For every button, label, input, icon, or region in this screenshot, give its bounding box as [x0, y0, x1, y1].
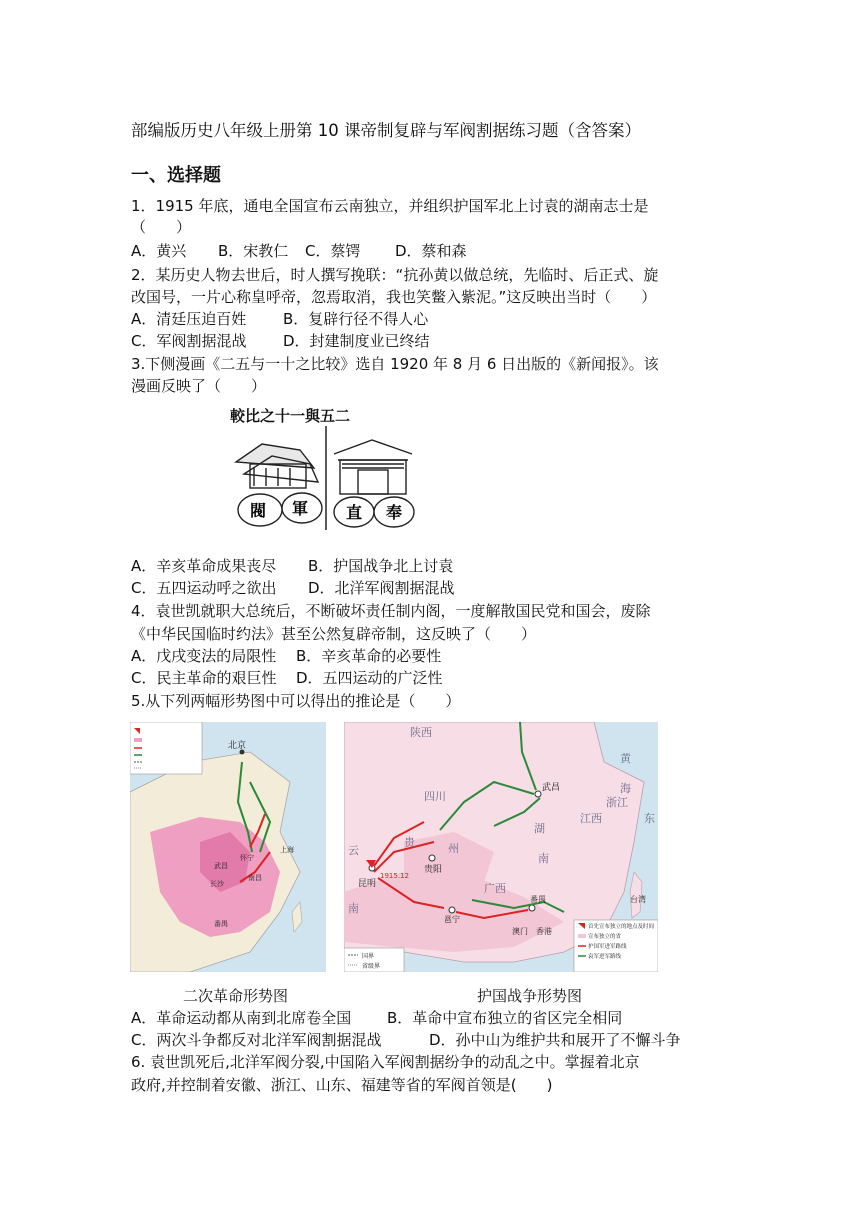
- q3-option-c: C．五四运动呼之欲出: [131, 579, 277, 597]
- map-right-label-taiwan: 台湾: [630, 895, 646, 904]
- map-right-caption: 护国战争形势图: [477, 987, 583, 1005]
- document-title: 部编版历史八年级上册第 10 课帝制复辟与军阀割据练习题（含答案）: [131, 121, 641, 140]
- map-right-label-hu: 湖: [534, 822, 545, 835]
- map-second-revolution: [130, 722, 326, 972]
- q1-stem-line1: 1．1915 年底，通电全国宣布云南独立，并组织护国军北上讨袁的湖南志士是: [131, 197, 649, 215]
- section-heading: 一、选择题: [131, 165, 221, 186]
- q2-option-c: C．军阀割据混战: [131, 332, 247, 350]
- q4-stem-line1: 4．袁世凯就职大总统后，不断破坏责任制内阁，一度解散国民党和国会，废除: [131, 602, 651, 620]
- map-right-label-yongning: 邕宁: [444, 915, 460, 924]
- q2-option-a: A．清廷压迫百姓: [131, 310, 247, 328]
- cartoon-image: [222, 402, 417, 532]
- map-right-label-date: 1915.12: [380, 872, 409, 880]
- map-right-label-dong: 东: [644, 812, 655, 825]
- map-right-label-macau: 澳门: [512, 927, 528, 936]
- map-right-legend-4: 袁军进军路线: [588, 954, 622, 960]
- map-right-label-huang: 黄: [620, 752, 631, 765]
- map-right-label-jiangxi: 江西: [580, 812, 602, 825]
- map-left-label-shanghai: 上海: [280, 846, 294, 854]
- map-right-legend-5: 国界: [362, 953, 375, 960]
- q2-option-d: D．封建制度业已终结: [283, 332, 430, 350]
- q5-option-b: B．革命中宣布独立的省区完全相同: [387, 1009, 623, 1027]
- map-right-label-guiyang: 贵阳: [424, 865, 443, 875]
- q5-option-c: C．两次斗争都反对北洋军阀割据混战: [131, 1031, 382, 1049]
- map-right-label-wuchang: 武昌: [542, 783, 561, 793]
- map-right-label-zhejiang: 浙江: [606, 796, 628, 809]
- cartoon-header: 較比之十一與五二: [230, 407, 351, 425]
- map-left-label-wuchang: 武昌: [214, 862, 228, 870]
- q4-option-a: A．戊戌变法的局限性: [131, 647, 277, 665]
- q3-options-row1: [131, 556, 453, 576]
- q6-stem-line1: 6. 袁世凯死后,北洋军阀分裂,中国陷入军阀割据纷争的动乱之中。掌握着北京: [131, 1053, 640, 1071]
- q4-option-d: D．五四运动的广泛性: [296, 669, 443, 687]
- q3-option-d: D．北洋军阀割据混战: [308, 579, 455, 597]
- q3-option-b: B．护国战争北上讨袁: [308, 557, 454, 575]
- q5-option-a: A．革命运动都从南到北席卷全国: [131, 1009, 352, 1027]
- map-left-label-nanchang: 南昌: [248, 874, 262, 882]
- q5-options-row2: [131, 1030, 681, 1050]
- map-right-label-hai: 海: [620, 782, 631, 795]
- map-right-label-shaanxi: 陕西: [410, 726, 432, 739]
- map-right-label-yunnan-nan: 南: [348, 902, 359, 915]
- q3-options-row2: [131, 578, 455, 598]
- q4-option-c: C．民主革命的艰巨性: [131, 669, 277, 687]
- q5-stem: 5.从下列两幅形势图中可以得出的推论是（ ）: [131, 692, 461, 710]
- q6-stem-line2: 政府,并控制着安徽、浙江、山东、福建等省的军阀首领是( ): [131, 1076, 553, 1094]
- q1-option-b: B．宋教仁: [218, 242, 289, 260]
- q1-stem-line2: （ ）: [131, 218, 192, 236]
- map-right-label-kunming: 昆明: [358, 879, 377, 889]
- q1-option-c: C．蔡锷: [305, 242, 361, 260]
- cartoon-right-glyph-1: 直: [346, 503, 363, 522]
- q1-option-d: D．蔡和森: [395, 242, 467, 260]
- map-right-label-nan: 南: [538, 852, 549, 865]
- map-right-label-zhou: 州: [448, 842, 459, 855]
- q4-stem-line2: 《中华民国临时约法》甚至公然复辟帝制，这反映了（ ）: [131, 625, 537, 643]
- q3-stem-line2: 漫画反映了（ ）: [131, 377, 267, 395]
- q5-options-row1: [131, 1008, 622, 1028]
- q1-options: [131, 241, 467, 261]
- map-right-label-yun: 云: [348, 844, 359, 857]
- q5-option-d: D．孙中山为维护共和展开了不懈斗争: [429, 1031, 681, 1049]
- cartoon-right-glyph-2: 奉: [386, 503, 403, 522]
- map-left-caption: 二次革命形势图: [183, 987, 289, 1005]
- map-right-label-sichuan: 四川: [424, 790, 446, 803]
- map-left-label-changsha: 长沙: [210, 880, 224, 888]
- q4-options-row2: [131, 668, 443, 688]
- map-left-label-beijing: 北京: [228, 741, 247, 751]
- q4-options-row1: [131, 646, 441, 666]
- cartoon-left-glyph-1: 閥: [250, 501, 267, 520]
- map-right-legend-6: 省级界: [362, 963, 381, 970]
- map-left-label-huaining: 怀宁: [240, 854, 254, 862]
- q2-options-row2: [131, 331, 430, 351]
- map-right-label-gui: 贵: [404, 836, 415, 849]
- q3-stem-line1: 3.下侧漫画《二五与一十之比较》选自 1920 年 8 月 6 日出版的《新闻报》。该: [131, 355, 659, 373]
- map-right-legend-3: 护国军进军路线: [588, 944, 627, 950]
- map-national-protection-war: [344, 722, 658, 972]
- map-right-legend-1: 首先宣布独立的地点及时间: [588, 924, 655, 930]
- q2-option-b: B．复辟行径不得人心: [283, 310, 429, 328]
- q3-option-a: A．辛亥革命成果丧尽: [131, 557, 277, 575]
- q1-option-a: A．黄兴: [131, 242, 187, 260]
- q2-stem-line1: 2．某历史人物去世后，时人撰写挽联：“抗孙黄以做总统，先临时、后正式、旋: [131, 266, 659, 284]
- map-left-label-panyu: 番禺: [214, 920, 228, 928]
- map-right-label-hongkong: 香港: [536, 927, 552, 936]
- map-right-label-panyu: 番禺: [530, 895, 546, 904]
- map-right-label-guangxi: 广西: [484, 882, 506, 895]
- q4-option-b: B．辛亥革命的必要性: [296, 647, 442, 665]
- q2-stem-line2: 改国号，一片心称皇呼帝，忽焉取消，我也笑鳖入紫泥。”这反映出当时（ ）: [131, 288, 657, 306]
- q2-options-row1: [131, 309, 428, 329]
- cartoon-left-glyph-2: 軍: [292, 499, 309, 518]
- map-right-legend-2: 宣布独立的省: [588, 934, 622, 940]
